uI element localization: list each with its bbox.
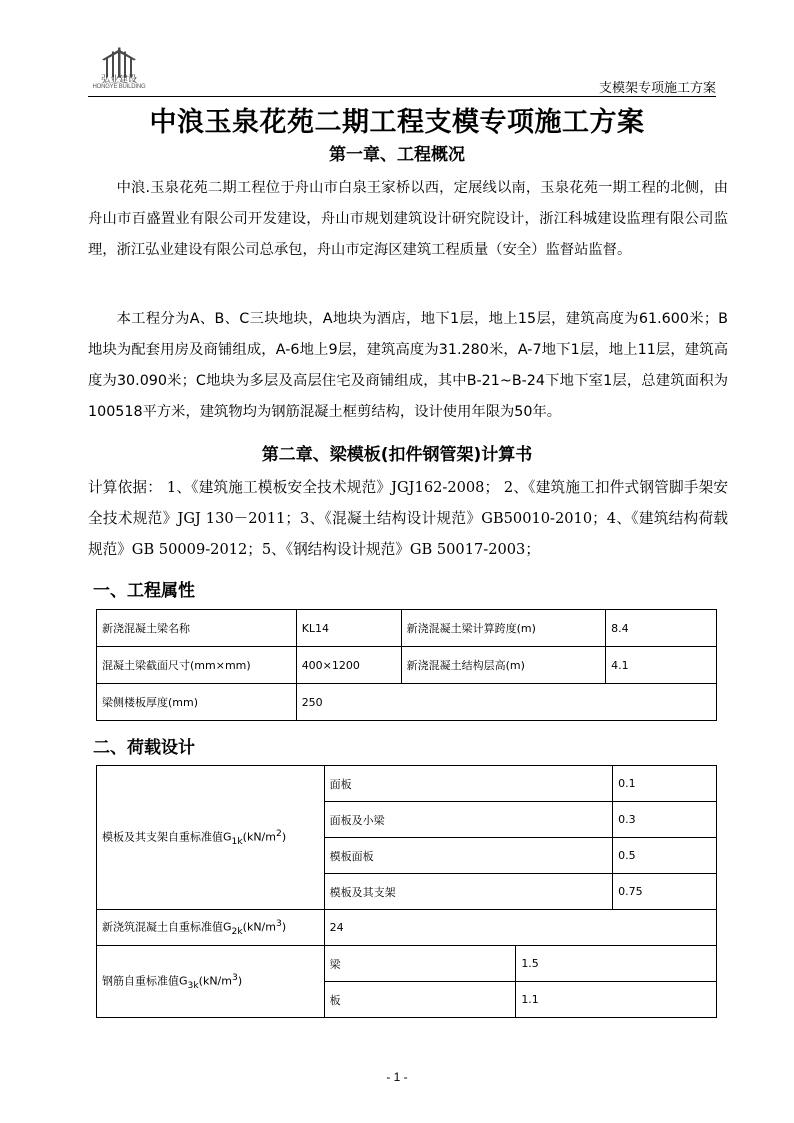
g3-label: 钢筋自重标准值G [102, 974, 188, 988]
table-cell: 1.5 [516, 946, 717, 982]
table-cell: 8.4 [606, 610, 717, 647]
g2-subscript: 2k [231, 925, 243, 937]
table-cell: 24 [324, 910, 716, 946]
g1-superscript: 2 [275, 828, 282, 840]
table-cell: 面板 [324, 766, 612, 802]
table-cell: 1.1 [516, 982, 717, 1018]
g1-label-cell: 模板及其支架自重标准值$G_{1k}(kN/m^2)$ [97, 766, 325, 910]
table-row [97, 610, 717, 647]
table-cell: 0.5 [613, 838, 717, 874]
chapter1-paragraph-1: 中浪.玉泉花苑二期工程位于舟山市白泉王家桥以西，定展线以南，玉泉花苑一期工程的北侧，由舟山市百盛置业有限公司开发建设，舟山市规划建筑设计研究院设计，浙江科城建设监理有限公司监理，浙江弘业建设有限公司总承包，舟山市定海区建筑工程质量（安全）监督站监督。 [88, 180, 728, 258]
table-cell: 新浇混凝土梁计算跨度(m) [401, 610, 606, 647]
table-cell: 新浇混凝土结构层高(m) [401, 647, 606, 684]
logo-subtext: HONGYE BUILDING [92, 84, 146, 90]
table-cell: 梁侧楼板厚度(mm) [97, 684, 297, 721]
document-title: 中浪玉泉花苑二期工程支模专项施工方案 [149, 107, 645, 138]
table-cell: 0.75 [613, 874, 717, 910]
table-cell: 新浇混凝土梁名称 [97, 610, 297, 647]
g2-label-cell: 新浇筑混凝土自重标准值$G_{2k}(kN/m^3)$ [97, 910, 325, 946]
g2-unit: (kN/m [242, 920, 276, 934]
chapter1-paragraph-2: 本工程分为A、B、C三块地块，A地块为酒店，地下1层，地上15层，建筑高度为61.600米；B地块为配套用房及商铺组成，A-6地上9层，建筑高度为31.280米，A-7地下1层，地上11层，建筑高度为30.090米；C地块为多层及高层住宅及商铺组成，其中B-21~B-24下地下室1层，总建筑面积为100518平方米，建筑物均为钢筋混凝土框剪结构，设计使用年限为50年。 [88, 311, 728, 420]
table-cell: 梁 [324, 946, 516, 982]
table-cell: 400×1200 [296, 647, 401, 684]
table-cell: 0.3 [613, 802, 717, 838]
table-cell: KL14 [296, 610, 401, 647]
load-design-table [96, 765, 717, 1018]
table-cell: 4.1 [606, 647, 717, 684]
table-row [97, 647, 717, 684]
g3-subscript: 3k [187, 979, 199, 991]
document-label: 支模架专项施工方案 [598, 81, 716, 96]
table-row [97, 910, 717, 946]
section1-title: 一、工程属性 [93, 581, 195, 601]
table-cell: 0.1 [613, 766, 717, 802]
chapter1-title: 第一章、工程概况 [329, 145, 465, 165]
g3-superscript: 3 [231, 972, 238, 984]
g2-superscript: 3 [275, 918, 282, 930]
header-divider [88, 96, 716, 97]
table-cell: 混凝土梁截面尺寸(mm×mm) [97, 647, 297, 684]
table-cell: 250 [296, 684, 716, 721]
g3-unit: (kN/m [198, 974, 232, 988]
table-row [97, 684, 717, 721]
g1-label: 模板及其支架自重标准值G [102, 830, 232, 844]
chapter2-title: 第二章、梁模板(扣件钢管架)计算书 [261, 445, 533, 465]
project-properties-table [96, 609, 717, 721]
page-number: - 1 - [386, 1070, 408, 1084]
g1-subscript: 1k [231, 835, 243, 847]
table-row [97, 946, 717, 982]
table-cell: 板 [324, 982, 516, 1018]
table-cell: 面板及小梁 [324, 802, 612, 838]
table-cell: 模板面板 [324, 838, 612, 874]
g1-unit: (kN/m [242, 830, 276, 844]
calculation-basis: 计算依据： 1、《建筑施工模板安全技术规范》JGJ162-2008； 2、《建筑施工扣件式钢管脚手架安全技术规范》JGJ 130－2011；3、《混凝土结构设计规范》GB50010-2010；4、《建筑结构荷载规范》GB 50009-2012；5、《钢结构设计规范》GB 50017-2003； [88, 479, 728, 558]
table-cell: 模板及其支架 [324, 874, 612, 910]
logo-text: 弘业建设 [100, 75, 137, 85]
table-row [97, 766, 717, 802]
g2-label: 新浇筑混凝土自重标准值G [102, 920, 232, 934]
g3-label-cell: 钢筋自重标准值$G_{3k}(kN/m^3)$ [97, 946, 325, 1018]
section2-title: 二、荷载设计 [93, 738, 195, 758]
